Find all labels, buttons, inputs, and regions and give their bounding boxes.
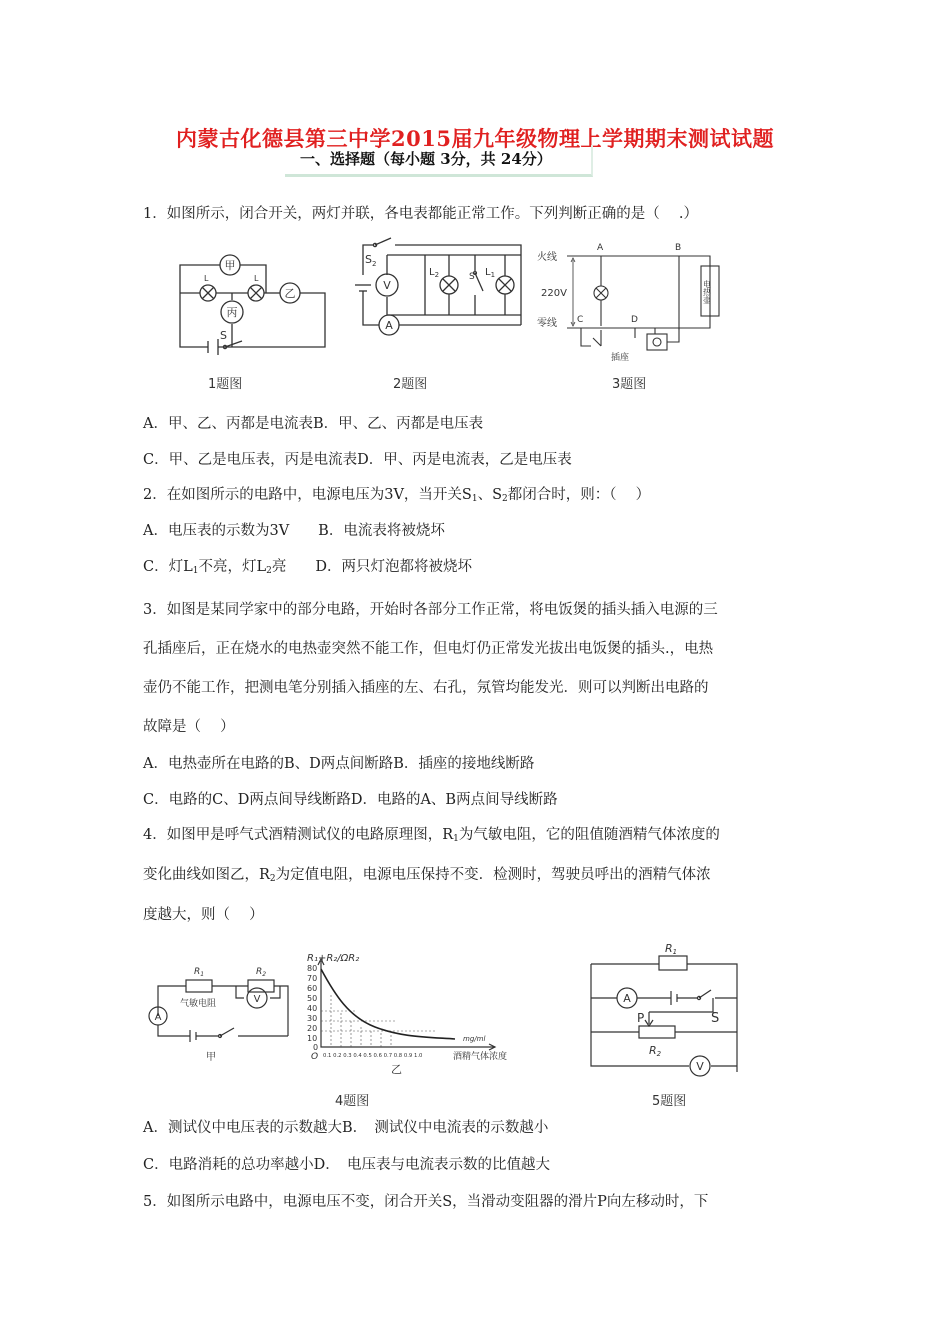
question-1-stem: 1．如图所示，闭合开关，两灯并联，各电表都能正常工作。下列判断正确的是（ .）: [143, 206, 698, 222]
fig2-switch-s1: S: [469, 272, 475, 282]
fig1-lamp-1: L: [204, 274, 209, 283]
fig4b-tick-60: 60: [307, 984, 318, 993]
fig1-switch: S: [220, 329, 227, 342]
fig1-meter-bing: 丙: [226, 306, 238, 319]
question-3-option-ab: A．电热壶所在电路的B、D两点间断路B．插座的接地线断路: [143, 756, 535, 772]
question-3-option-cd: C．电路的C、D两点间导线断路D．电路的A、B两点间导线断路: [143, 792, 558, 808]
figure-5-circuit: [585, 942, 745, 1084]
fig4a-r2: $R_2$: [256, 967, 267, 978]
fig4a-voltmeter: V: [253, 994, 261, 1005]
question-4-line-2: 变化曲线如图乙，$R_2$为定值电阻，电源电压保持不变．检测时，驾驶员呼出的酒精气体浓: [143, 867, 711, 884]
fig4b-origin: O: [311, 1052, 319, 1062]
fig4a-r1: $R_1$: [194, 967, 205, 978]
fig4b-tick-40: 40: [307, 1004, 318, 1013]
question-4-line-1: 4．如图甲是呼气式酒精测试仪的电路原理图，$R_1$为气敏电阻，它的阻值随酒精气体浓度的: [143, 827, 720, 844]
fig1-meter-jia: 甲: [224, 259, 236, 272]
fig4b-tick-10: 10: [307, 1034, 318, 1043]
section-heading: 一、选择题（每小题 3分，共 24分）: [300, 150, 552, 168]
figure-2-circuit: [345, 235, 525, 347]
fig3-point-d: D: [631, 315, 638, 325]
fig3-socket: 插座: [611, 353, 630, 363]
figure-4-caption: 4题图: [335, 1094, 370, 1109]
fig4b-tick-80: 80: [307, 964, 318, 973]
fig4a-ammeter: A: [154, 1012, 162, 1023]
fig3-point-c: C: [577, 315, 584, 325]
figure-5-caption: 5题图: [652, 1094, 687, 1109]
fig4b-x-axis-label: 酒精气体浓度: [453, 1052, 508, 1062]
fig3-zero-wire: 零线: [537, 318, 557, 329]
fig3-point-a: A: [597, 243, 604, 253]
question-4-line-3: 度越大，则（ ）: [143, 907, 264, 923]
fig3-point-b: B: [675, 243, 682, 253]
fig4b-label: 乙: [391, 1063, 402, 1076]
fig3-kettle: 电热壶: [702, 280, 712, 304]
question-3-line-4: 故障是（ ）: [143, 719, 235, 735]
fig4b-tick-70: 70: [307, 974, 318, 983]
question-1-option-ab: A．甲、乙、丙都是电流表B．甲、乙、丙都是电压表: [143, 416, 484, 432]
question-3-line-1: 3．如图是某同学家中的部分电路，开始时各部分工作正常，将电饭煲的插头插入电源的三: [143, 602, 718, 618]
fig3-voltage: 220V: [541, 288, 567, 299]
question-1-option-cd: C．甲、乙是电压表，丙是电流表D．甲、丙是电流表，乙是电压表: [143, 452, 572, 468]
question-3-line-2: 孔插座后，正在烧水的电热壶突然不能工作，但电灯仍正常发光拔出电饭煲的插头.，电热: [143, 641, 714, 657]
question-4-option-ab: A．测试仪中电压表的示数越大B． 测试仪中电流表的示数越小: [143, 1120, 549, 1136]
question-4-option-cd: C．电路消耗的总功率越小D． 电压表与电流表示数的比值越大: [143, 1157, 550, 1173]
fig2-ammeter: A: [385, 319, 393, 332]
fig1-meter-yi: 乙: [284, 287, 296, 300]
page-title: 内蒙古化德县第三中学2015届九年级物理上学期期末测试试题: [176, 126, 774, 151]
fig4b-tick-20: 20: [307, 1024, 318, 1033]
fig4b-unit: mg/ml: [463, 1035, 486, 1043]
fig2-switch-s2: $S_2$: [365, 253, 377, 268]
figure-3-caption: 3题图: [612, 377, 647, 392]
fig1-lamp-2: L: [254, 274, 259, 283]
fig4a-label: 甲: [206, 1052, 216, 1063]
figure-3-home-circuit: [535, 238, 725, 368]
figure-4a-circuit: [148, 958, 298, 1070]
fig5-slider-p: P: [637, 1011, 645, 1025]
fig4b-y-axis-label: R₁+R₂/ΩR₂: [307, 953, 360, 964]
fig5-voltmeter: V: [696, 1060, 704, 1073]
question-2-option-ab: A．电压表的示数为3V B．电流表将被烧坏: [143, 523, 445, 539]
question-3-line-3: 壶仍不能工作，把测电笔分别插入插座的左、右孔，氖管均能发光．则可以判断出电路的: [143, 680, 709, 696]
question-2-stem: 2．在如图所示的电路中，电源电压为3V，当开关$S_1$、$S_2$都闭合时，则：（ ）: [143, 487, 651, 504]
question-2-option-cd: C．灯$L_1$不亮，灯$L_2$亮 D．两只灯泡都将被烧坏: [143, 559, 472, 576]
fig5-r2: R2: [649, 1044, 662, 1058]
fig2-voltmeter: V: [383, 279, 391, 292]
fig4a-sensor-label: 气敏电阻: [180, 999, 217, 1009]
fig5-r1: R1: [665, 942, 678, 956]
fig4b-tick-50: 50: [307, 994, 318, 1003]
figure-1-caption: 1题图: [208, 377, 243, 392]
figure-1-circuit: [170, 245, 330, 357]
figure-2-caption: 2题图: [393, 377, 428, 392]
fig4b-x-ticks: 0.1 0.2 0.3 0.4 0.5 0.6 0.7 0.8 0.9 1.0: [323, 1053, 423, 1059]
fig2-lamp-l1: $L_1$: [485, 267, 496, 279]
fig5-switch: S: [711, 1011, 720, 1026]
figure-4b-graph: [305, 955, 535, 1077]
fig2-lamp-l2: $L_2$: [429, 267, 440, 279]
fig4b-tick-0: 0: [313, 1043, 319, 1052]
fig4b-tick-30: 30: [307, 1014, 318, 1023]
fig3-fire-wire: 火线: [537, 252, 557, 263]
fig5-ammeter: A: [623, 992, 631, 1005]
question-5-stem: 5．如图所示电路中，电源电压不变，闭合开关S，当滑动变阻器的滑片P向左移动时，下: [143, 1194, 709, 1210]
